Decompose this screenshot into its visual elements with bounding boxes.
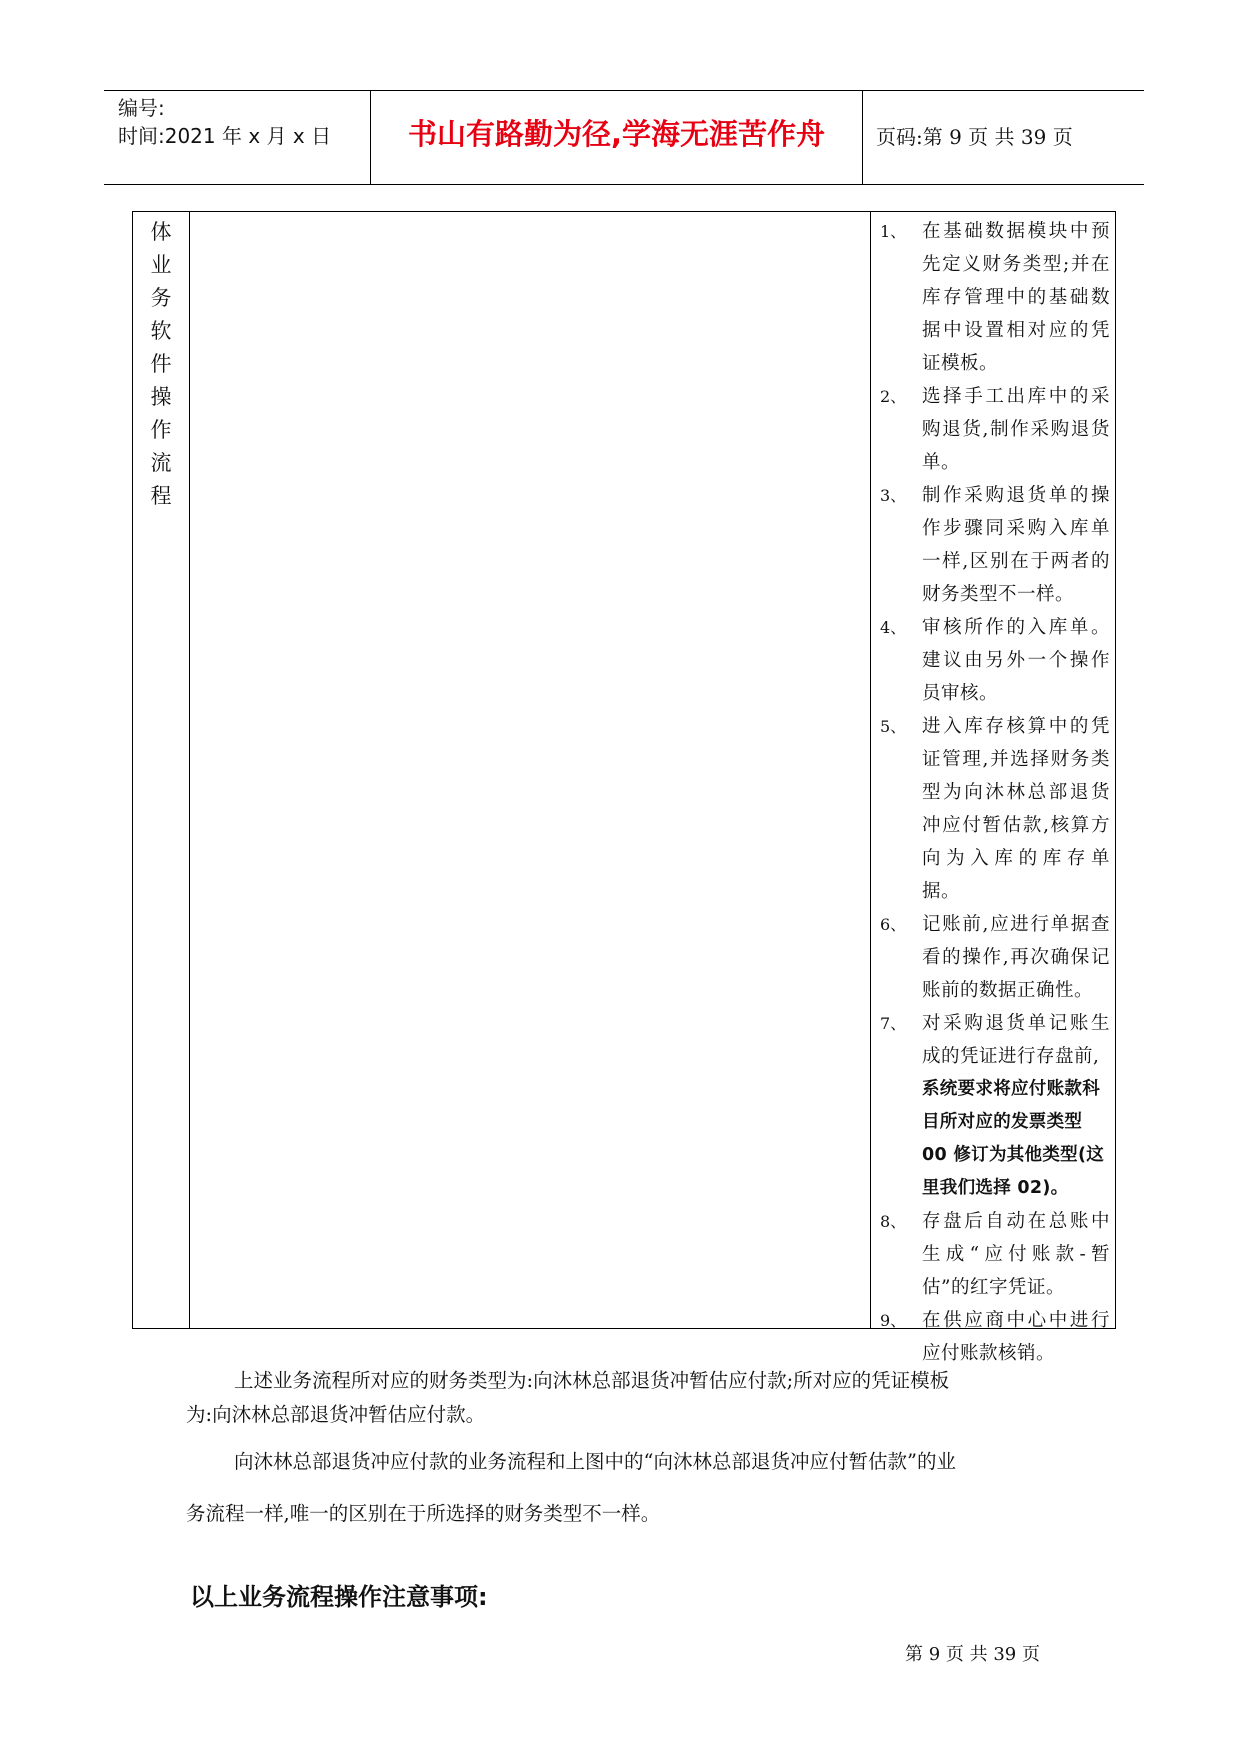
step-number: 1、 [880, 222, 907, 241]
header-page-info: 页码:第 9 页 共 39 页 [876, 125, 1073, 149]
step-text: 存盘后自动在总账中生成“应付账款-暂估”的红字凭证。 [922, 1211, 1110, 1298]
table-side-title [133, 216, 189, 513]
step-text: 在基础数据模块中预先定义财务类型;并在库存管理中的基础数据中设置相对应的凭证模板。 [922, 221, 1110, 374]
step-number: 5、 [880, 717, 907, 736]
side-title-char: 流 [150, 451, 172, 475]
side-title-char: 程 [150, 484, 172, 508]
section-heading: 以上业务流程操作注意事项: [190, 1583, 488, 1611]
side-title-char: 体 [150, 220, 172, 244]
time-label: 时间:2021 年 x 月 x 日 [118, 124, 332, 148]
comparison-line-2: 务流程一样,唯一的区别在于所选择的财务类型不一样。 [186, 1502, 661, 1525]
table-column-divider-1 [189, 211, 190, 1329]
step-item [880, 380, 1110, 479]
side-title-char: 务 [150, 286, 172, 310]
side-title-char: 软 [150, 319, 172, 343]
step-text: 审核所作的入库单。建议由另外一个操作员审核。 [922, 617, 1110, 704]
step-item [880, 1007, 1110, 1205]
step-text: 进入库存核算中的凭证管理,并选择财务类型为向沐林总部退货冲应付暂估款,核算方向为入库的库存单据。 [922, 716, 1110, 902]
comparison-paragraph [186, 1436, 1066, 1540]
step-number: 2、 [880, 387, 907, 406]
header-divider-right [862, 90, 863, 184]
side-title-char: 作 [150, 418, 172, 442]
step-item [880, 611, 1110, 710]
summary-line-1: 上述业务流程所对应的财务类型为:向沐林总部退货冲暂估应付款;所对应的凭证模板 [234, 1369, 950, 1392]
page-footer: 第 9 页 共 39 页 [905, 1644, 1040, 1665]
step-text: 制作采购退货单的操作步骤同采购入库单一样,区别在于两者的财务类型不一样。 [922, 485, 1110, 605]
step-text: 选择手工出库中的采购退货,制作采购退货单。 [922, 386, 1110, 473]
step-number: 4、 [880, 618, 907, 637]
step-text: 在供应商中心中进行应付账款核销。 [922, 1310, 1110, 1364]
table-column-divider-2 [870, 211, 871, 1329]
step-item [880, 1304, 1110, 1370]
comparison-line-1: 向沐林总部退货冲应付款的业务流程和上图中的“向沐林总部退货冲应付暂估款”的业 [234, 1450, 956, 1473]
step-item [880, 710, 1110, 908]
side-title-char: 业 [150, 253, 172, 277]
step-item [880, 215, 1110, 380]
step-number: 9、 [880, 1311, 907, 1330]
step-item [880, 479, 1110, 611]
step-number: 7、 [880, 1014, 907, 1033]
step-bold-note: 系统要求将应付账款科目所对应的发票类型 00 修订为其他类型(这里我们选择 02)。 [922, 1079, 1105, 1198]
step-number: 6、 [880, 915, 907, 934]
steps-list [880, 215, 1110, 1370]
side-title-char: 件 [150, 352, 172, 376]
step-item [880, 1205, 1110, 1304]
step-text: 对采购退货单记账生成的凭证进行存盘前, [922, 1013, 1110, 1067]
header-bottom-rule [104, 184, 1144, 185]
step-number: 3、 [880, 486, 907, 505]
header-top-rule [104, 90, 1144, 91]
header-motto: 书山有路勤为径,学海无涯苦作舟 [407, 117, 826, 151]
step-item [880, 908, 1110, 1007]
serial-label: 编号: [118, 96, 165, 120]
side-title-char: 操 [150, 385, 172, 409]
step-number: 8、 [880, 1212, 907, 1231]
header-meta [118, 94, 366, 150]
step-text: 记账前,应进行单据查看的操作,再次确保记账前的数据正确性。 [922, 914, 1110, 1001]
summary-paragraph [186, 1364, 1066, 1432]
summary-line-2: 为:向沐林总部退货冲暂估应付款。 [186, 1403, 486, 1426]
